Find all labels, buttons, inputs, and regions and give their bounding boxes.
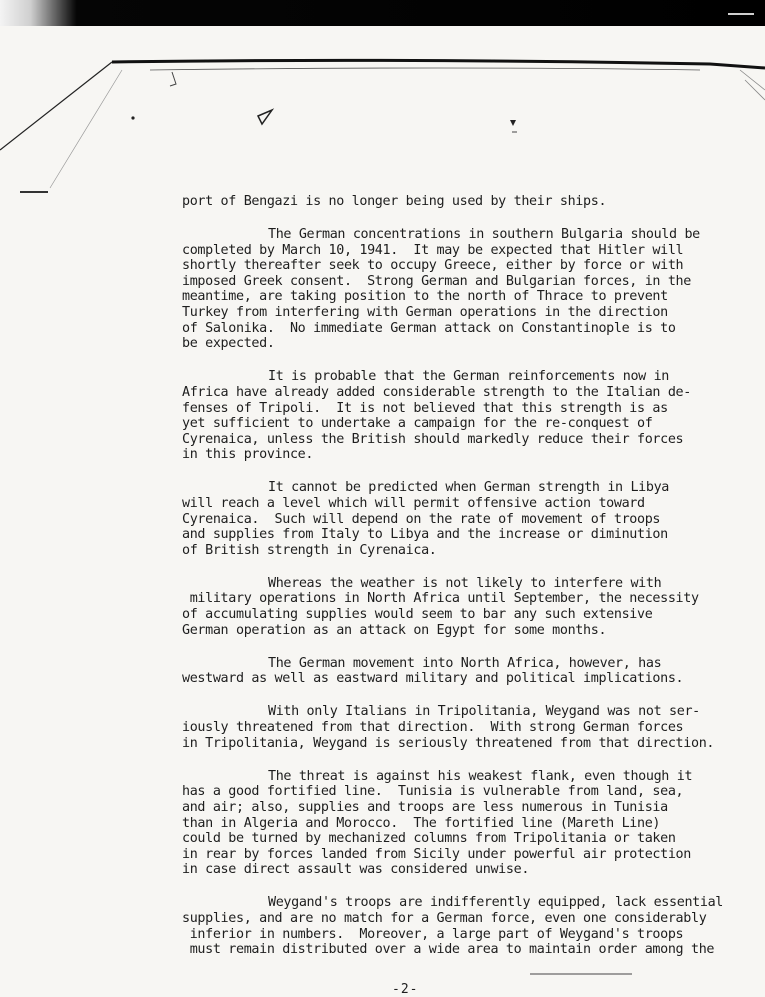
fold-line-left-2 xyxy=(50,70,122,188)
paragraph xyxy=(182,576,742,638)
text-line: has a good fortified line. Tunisia is vulnerable from land, sea, xyxy=(182,784,684,800)
paragraph xyxy=(182,194,742,210)
text-line: It is probable that the German reinforcements now in xyxy=(268,369,670,385)
text-line: of accumulating supplies would seem to bar any such extensive xyxy=(182,607,653,623)
text-line: meantime, are taking position to the north of Thrace to prevent xyxy=(182,289,668,305)
text-line: With only Italians in Tripolitania, Weygand was not ser- xyxy=(268,704,700,720)
text-line: The German movement into North Africa, however, has xyxy=(268,655,662,671)
paragraph xyxy=(182,227,742,352)
text-line: fenses of Tripoli. It is not believed that this strength is as xyxy=(182,400,668,416)
text-line: could be turned by mechanized columns from Tripolitania or taken xyxy=(182,831,676,847)
paragraph xyxy=(182,895,742,957)
paragraph xyxy=(182,769,742,878)
scan-top-border xyxy=(0,0,765,26)
text-line: and air; also, supplies and troops are less numerous in Tunisia xyxy=(182,799,668,815)
text-line: shortly thereafter seek to occupy Greece, either by force or with xyxy=(182,258,684,274)
text-line: Cyrenaica. Such will depend on the rate of movement of troops xyxy=(182,511,661,527)
text-line: Turkey from interfering with German operations in the direction xyxy=(182,305,668,321)
hand-mark xyxy=(170,72,176,86)
text-line: yet sufficient to undertake a campaign for the re-conquest of xyxy=(182,416,653,432)
paragraph xyxy=(182,656,742,687)
page-edge-line xyxy=(112,60,765,68)
text-line: The threat is against his weakest flank, even though it xyxy=(268,768,693,784)
text-line: The German concentrations in southern Bulgaria should be xyxy=(268,227,700,243)
text-line: in case direct assault was considered unwise. xyxy=(182,862,530,878)
text-line: Africa have already added considerable strength to the Italian de- xyxy=(182,384,691,400)
text-line: in this province. xyxy=(182,447,314,463)
text-line: of British strength in Cyrenaica. xyxy=(182,542,437,558)
text-line: Weygand's troops are indifferently equipped, lack essential xyxy=(268,895,723,911)
text-line: of Salonika. No immediate German attack on Constantinople is to xyxy=(182,320,676,336)
text-line: imposed Greek consent. Strong German and Bulgarian forces, in the xyxy=(182,273,691,289)
fold-line-left xyxy=(0,62,112,150)
text-line: in Tripolitania, Weygand is seriously threatened from that direction. xyxy=(182,735,715,751)
text-line: port of Bengazi is no longer being used by their ships. xyxy=(182,194,607,209)
page-number: -2- xyxy=(392,982,419,997)
text-line: German operation as an attack on Egypt for some months. xyxy=(182,622,607,638)
text-line: Whereas the weather is not likely to interfere with xyxy=(268,575,662,591)
text-line: and supplies from Italy to Libya and the increase or diminution xyxy=(182,527,668,543)
text-line: must remain distributed over a wide area to maintain order among the xyxy=(182,942,715,958)
paragraph xyxy=(182,704,742,751)
text-line: supplies, and are no match for a German force, even one considerably xyxy=(182,910,707,926)
text-line: be expected. xyxy=(182,336,275,352)
text-line: than in Algeria and Morocco. The fortified line (Mareth Line) xyxy=(182,815,661,831)
pen-mark-dot xyxy=(510,120,516,126)
text-line: completed by March 10, 1941. It may be expected that Hitler will xyxy=(182,242,684,258)
paragraph xyxy=(182,369,742,463)
text-line: military operations in North Africa until September, the necessity xyxy=(182,591,699,607)
text-line: westward as well as eastward military and political implications. xyxy=(182,671,684,687)
text-line: inferior in numbers. Moreover, a large part of Weygand's troops xyxy=(182,926,684,942)
right-edge-marks xyxy=(740,70,765,100)
text-line: in rear by forces landed from Sicily under powerful air protection xyxy=(182,846,691,862)
text-line: iously threatened from that direction. With strong German forces xyxy=(182,720,684,736)
text-line: will reach a level which will permit offensive action toward xyxy=(182,496,645,511)
pen-mark-check xyxy=(258,110,272,124)
page-edge-line-2 xyxy=(150,68,700,70)
text-line: Cyrenaica, unless the British should markedly reduce their forces xyxy=(182,431,684,447)
speck-mark xyxy=(131,116,134,119)
paragraph xyxy=(182,480,742,558)
text-line: It cannot be predicted when German strength in Libya xyxy=(268,480,670,496)
document-body xyxy=(182,194,742,975)
